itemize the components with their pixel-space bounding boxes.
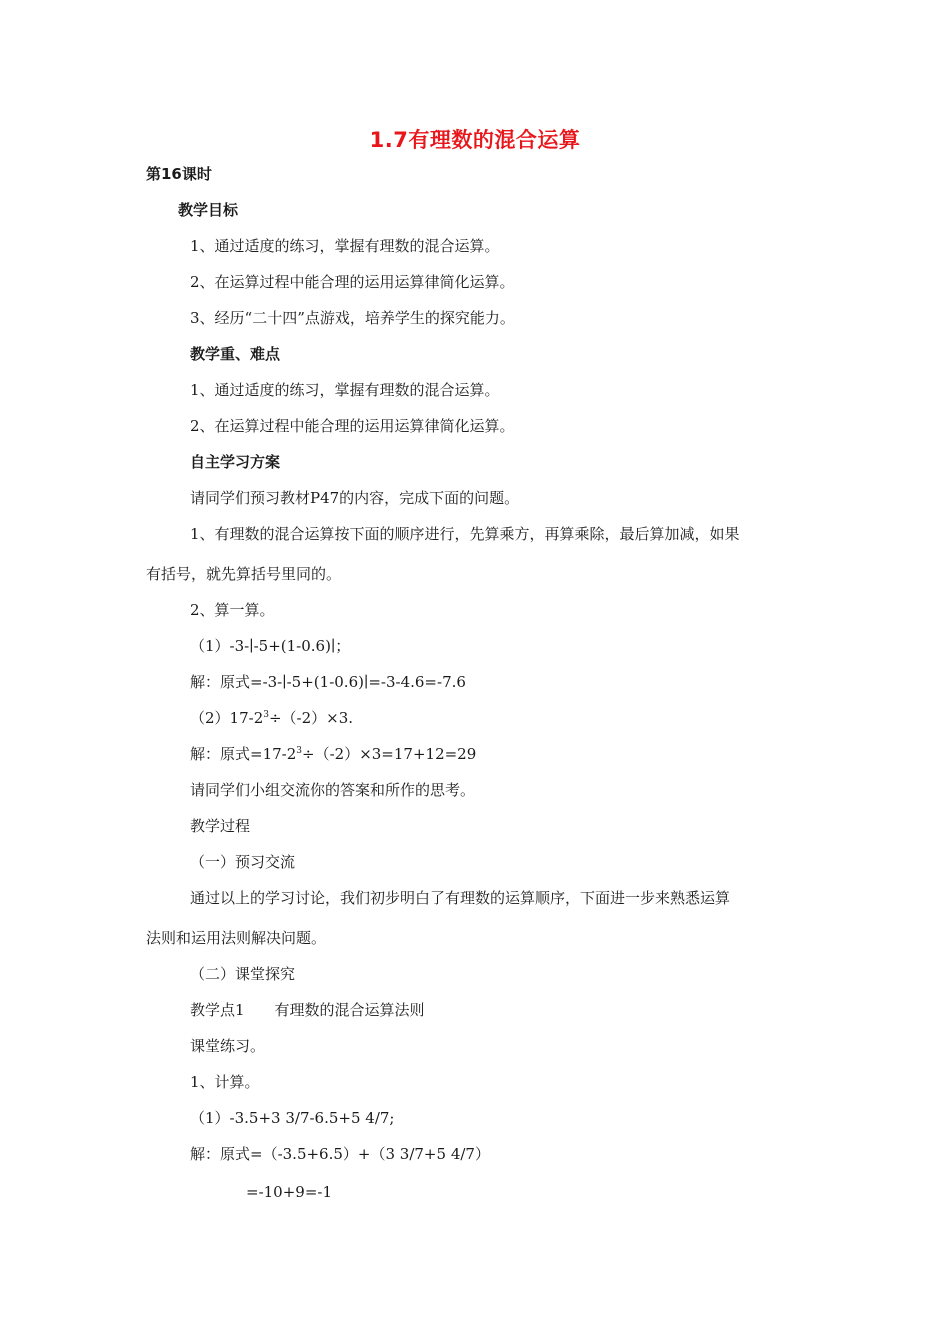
exercise-2-solution: [190, 744, 476, 764]
self-study-question-2: 2、算一算。: [190, 601, 275, 619]
exercise-2-solution-suffix: ÷（-2）×3=17+12=29: [302, 745, 477, 763]
goals-heading: 教学目标: [178, 201, 239, 219]
part-2-heading: （二）课堂探究: [190, 965, 296, 983]
self-study-question-1-line-2: 有括号，就先算括号里同的。: [146, 565, 342, 583]
exercise-1: （1）-3-∣-5+(1-0.6)∣；: [190, 637, 351, 655]
self-study-heading: 自主学习方案: [190, 453, 281, 471]
calculation-1: （1）-3.5+3 3/7-6.5+5 4/7;: [190, 1109, 395, 1127]
part-1-text-line-2: 法则和运用法则解决问题。: [146, 929, 327, 947]
teaching-point-1: 教学点1 有理数的混合运算法则: [190, 1001, 425, 1019]
part-1-heading: （一）预习交流: [190, 853, 296, 871]
exercise-1-solution: 解：原式=-3-∣-5+(1-0.6)∣=-3-4.6=-7.6: [190, 673, 466, 691]
document-title: 1.7有理数的混合运算: [369, 128, 581, 152]
self-study-question-1-line-1: 1、有理数的混合运算按下面的顺序进行，先算乘方，再算乘除，最后算加减，如果: [190, 525, 740, 543]
self-study-intro: 请同学们预习教材P47的内容，完成下面的问题。: [190, 489, 520, 507]
lesson-label: 第16课时: [146, 165, 212, 183]
calculation-1-solution-result: =-10+9=-1: [246, 1183, 333, 1201]
exercise-2-exponent: 3: [263, 710, 269, 720]
process-heading: 教学过程: [190, 817, 251, 835]
exercise-2-suffix: ÷（-2）×3.: [268, 709, 354, 727]
goal-item: 1、通过适度的练习，掌握有理数的混合运算。: [190, 237, 500, 255]
exercise-2: [190, 708, 353, 728]
practice-label: 课堂练习。: [190, 1037, 266, 1055]
calculation-1-solution: 解：原式=（-3.5+6.5）+（3 3/7+5 4/7）: [190, 1145, 490, 1163]
key-heading: 教学重、难点: [190, 345, 281, 363]
goal-item: 3、经历“二十四”点游戏，培养学生的探究能力。: [190, 309, 515, 327]
exercise-2-solution-exponent: 3: [296, 746, 303, 756]
discussion-prompt: 请同学们小组交流你的答案和所作的思考。: [190, 781, 476, 799]
goal-item: 2、在运算过程中能合理的运用运算律简化运算。: [190, 273, 515, 291]
calculation-heading: 1、计算。: [190, 1073, 260, 1091]
part-1-text-line-1: 通过以上的学习讨论，我们初步明白了有理数的运算顺序，下面进一步来熟悉运算: [190, 889, 731, 907]
key-item: 2、在运算过程中能合理的运用运算律简化运算。: [190, 417, 515, 435]
exercise-2-solution-prefix: 解：原式=17-2: [190, 745, 297, 763]
key-item: 1、通过适度的练习，掌握有理数的混合运算。: [190, 381, 500, 399]
exercise-2-prefix: （2）17-2: [190, 709, 264, 727]
